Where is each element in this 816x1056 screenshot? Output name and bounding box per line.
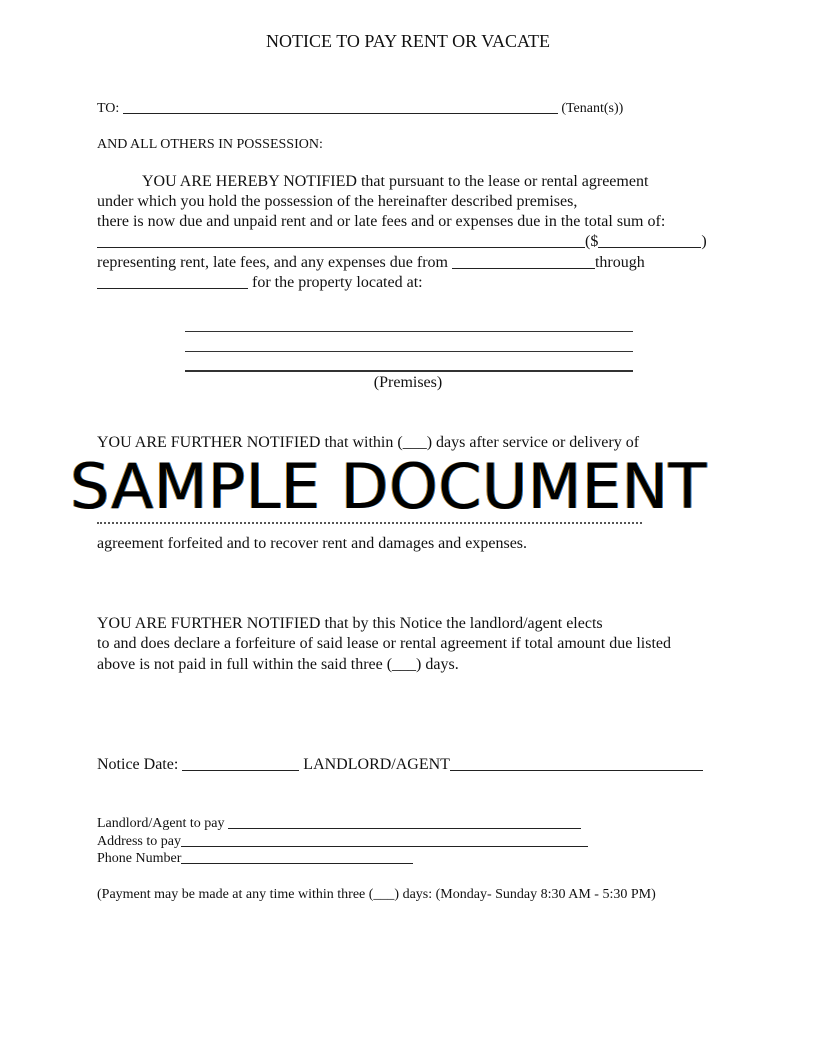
notice-date-label: Notice Date: [97,756,179,773]
obscured-text-line [97,522,642,529]
signature-line [97,756,703,774]
amount-number-field[interactable] [598,247,701,248]
property-label: for the property located at: [252,274,423,291]
payment-note: (Payment may be made at any time within three (___) days: (Monday- Sunday 8:30 AM - 5:30 PM) [97,887,656,902]
to-line [97,101,623,117]
amount-words-field[interactable] [97,247,585,248]
phone-label: Phone Number [97,851,182,866]
phone-line [97,851,413,867]
period-line [97,254,645,272]
para1-line2: under which you hold the possession of the hereinafter described premises, [97,193,578,210]
para2-line-last: agreement forfeited and to recover rent and damages and expenses. [97,535,528,552]
premises-label: (Premises) [373,374,443,391]
para3-line3: above is not paid in full within the said three (___) days. [97,656,459,673]
para1-line3: there is now due and unpaid rent and or late fees and or expenses due in the total sum of: [97,213,666,230]
property-line [97,274,423,292]
address-line [97,834,588,850]
premises-line-2[interactable] [185,351,633,352]
period-through-field[interactable] [97,288,248,289]
para3-line2: to and does declare a forfeiture of said lease or rental agreement if total amount due listed [97,635,671,652]
para1-line1: YOU ARE HEREBY NOTIFIED that pursuant to the lease or rental agreement [142,173,649,190]
notice-date-field[interactable] [182,770,299,771]
sample-watermark: SAMPLE DOCUMENT [70,450,707,523]
tenant-label: (Tenant(s)) [561,101,624,116]
all-others-label: AND ALL OTHERS IN POSSESSION: [97,137,323,152]
to-pay-label: Landlord/Agent to pay [97,816,225,831]
landlord-agent-signature-field[interactable] [450,770,703,771]
to-label: TO: [97,101,120,116]
premises-line-3[interactable] [185,370,633,372]
phone-field[interactable] [181,863,413,864]
address-label: Address to pay [97,834,181,849]
period-from-label: representing rent, late fees, and any expenses due from [97,254,448,271]
tenant-name-field[interactable] [123,113,558,114]
landlord-agent-label: LANDLORD/AGENT [303,756,450,773]
para2-line1: YOU ARE FURTHER NOTIFIED that within (___) days after service or delivery of [97,434,640,451]
to-pay-field[interactable] [228,828,581,829]
period-through-label: through [594,254,645,271]
amount-close: ) [701,233,707,250]
to-pay-line [97,816,581,832]
address-field[interactable] [181,846,588,847]
document-title: NOTICE TO PAY RENT OR VACATE [266,31,550,51]
premises-line-1[interactable] [185,331,633,332]
period-from-field[interactable] [452,268,595,269]
para3-line1: YOU ARE FURTHER NOTIFIED that by this Notice the landlord/agent elects [97,615,603,632]
amount-line [97,233,707,251]
amount-open: ($ [585,233,599,250]
